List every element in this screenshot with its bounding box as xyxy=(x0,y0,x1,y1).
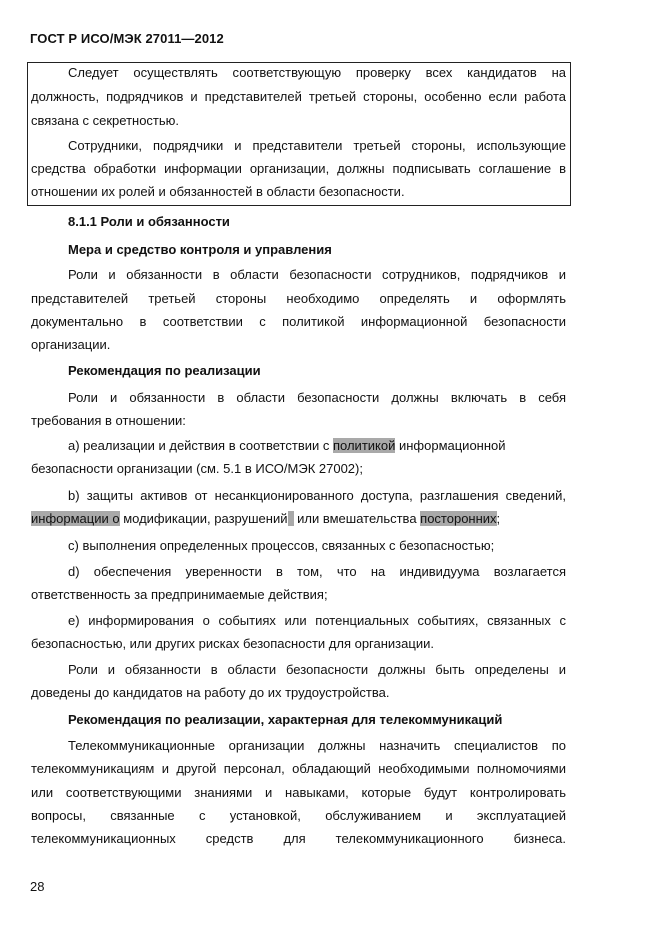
list-item-a xyxy=(68,437,506,454)
box-text-line: отношении их ролей и обязанностей в области безопасности. xyxy=(31,184,405,199)
list-item-e-continued: безопасностью, или других рисках безопасности для организации. xyxy=(31,636,434,651)
body-text-line: организации. xyxy=(31,337,111,352)
subheading-implementation: Рекомендация по реализации xyxy=(68,363,261,378)
box-text-line: должность, подрядчиков и представителей третьей стороны, особенно если работа xyxy=(31,89,566,104)
list-item-text: модификации, разрушений xyxy=(119,511,288,526)
body-text-line: Роли и обязанности в области безопасности должны быть определены и xyxy=(68,662,566,677)
body-text-line: доведены до кандидатов на работу до их трудоустройства. xyxy=(31,685,390,700)
body-text-line: телекоммуникациям и другой персонал, обладающий необходимыми полномочиями xyxy=(31,761,566,776)
body-text-line: требования в отношении: xyxy=(31,413,186,428)
body-text-line: Роли и обязанности в области безопасности сотрудников, подрядчиков и xyxy=(68,267,566,282)
page-number: 28 xyxy=(30,879,45,894)
body-text-line: представителей третьей стороны необходимо определять и оформлять xyxy=(31,291,566,306)
body-text-line: документально в соответствии с политикой информационной безопасности xyxy=(31,314,566,329)
body-text-line: вопросы, связанные с установкой, обслуживанием и эксплуатацией xyxy=(31,808,566,823)
highlighted-word: политикой xyxy=(332,438,396,453)
list-item-a-continued: безопасности организации (см. 5.1 в ИСО/МЭК 27002); xyxy=(31,461,363,476)
subheading-telecom: Рекомендация по реализации, характерная для телекоммуникаций xyxy=(68,712,503,727)
highlighted-word: информации о xyxy=(31,511,120,526)
body-text-line: телекоммуникационных средств для телекоммуникационного бизнеса. xyxy=(31,831,566,846)
list-item-text: или вмешательства xyxy=(293,511,421,526)
box-text-line: Сотрудники, подрядчики и представители третьей стороны, использующие xyxy=(68,138,566,153)
highlighted-word: посторонних xyxy=(420,511,497,526)
body-text-line: или соответствующими знаниями и навыками, которые будут контролировать xyxy=(31,785,566,800)
subheading-control: Мера и средство контроля и управления xyxy=(68,242,332,257)
list-item-b-continued xyxy=(31,510,500,527)
document-header: ГОСТ Р ИСО/МЭК 27011—2012 xyxy=(30,31,224,46)
body-text-line: Телекоммуникационные организации должны назначить специалистов по xyxy=(68,738,566,753)
list-item-e: е) информирования о событиях или потенциальных событиях, связанных с xyxy=(68,613,566,628)
box-text-line: связана с секретностью. xyxy=(31,113,180,128)
list-item-text: ; xyxy=(496,511,501,526)
box-text-line: средства обработки информации организации, должны подписывать соглашение в xyxy=(31,161,566,176)
section-heading: 8.1.1 Роли и обязанности xyxy=(68,214,230,229)
list-item-d-continued: ответственность за предпринимаемые действия; xyxy=(31,587,328,602)
list-item-text: а) реализации и действия в соответствии с xyxy=(68,438,333,453)
list-item-d: d) обеспечения уверенности в том, что на индивидуума возлагается xyxy=(68,564,566,579)
list-item-b: b) защиты активов от несанкционированного доступа, разглашения сведений, xyxy=(68,488,566,503)
list-item-text: информационной xyxy=(395,438,506,453)
body-text-line: Роли и обязанности в области безопасности должны включать в себя xyxy=(68,390,566,405)
list-item-c: с) выполнения определенных процессов, связанных с безопасностью; xyxy=(68,538,495,553)
box-text-line: Следует осуществлять соответствующую проверку всех кандидатов на xyxy=(68,65,566,80)
